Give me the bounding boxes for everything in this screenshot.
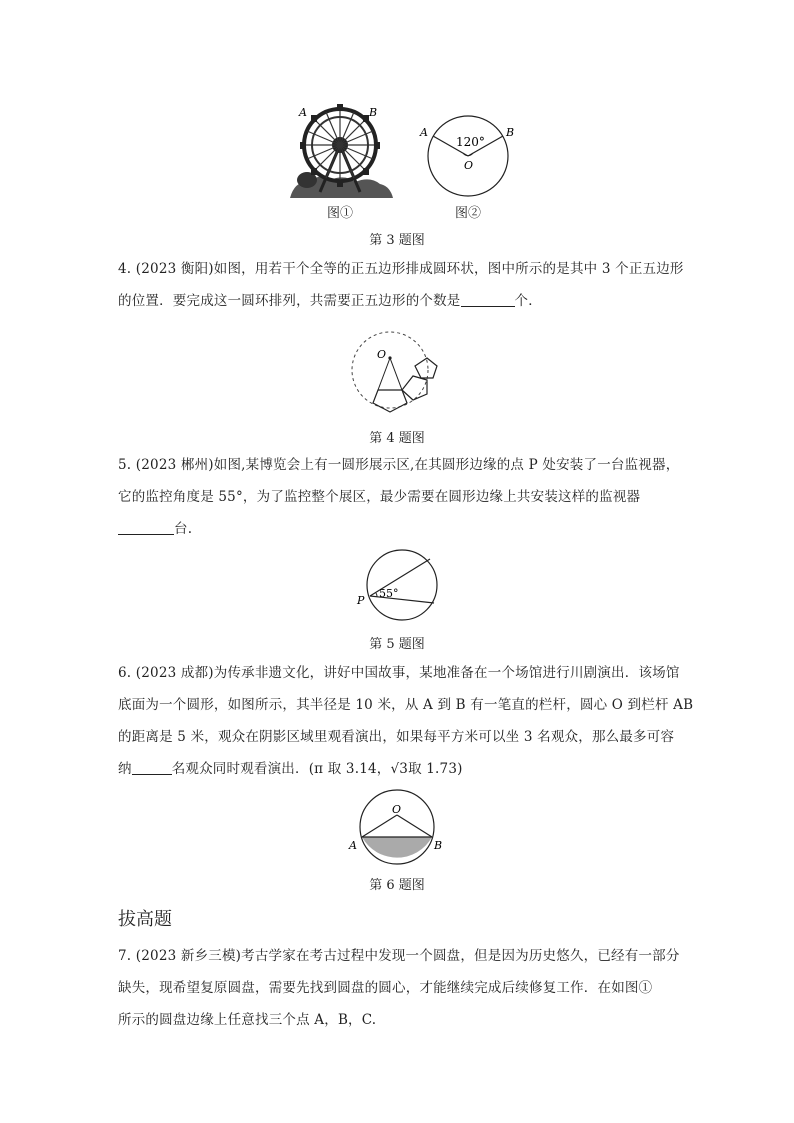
answer-blank: [118, 520, 174, 535]
ferris-wheel-image: [285, 100, 395, 200]
section-title: 拔高题: [118, 909, 172, 930]
q5-line1: 5. (2023 郴州)如图,某博览会上有一圆形展示区,在其圆形边缘的点 P 处安装了一台监视器，: [118, 457, 680, 473]
circle-120-diagram: [412, 114, 522, 204]
figure-6: [345, 785, 450, 870]
circle-55-diagram: [352, 548, 442, 628]
question-6: [118, 657, 698, 785]
question-5: [118, 449, 698, 545]
angle-label: 120°: [456, 135, 485, 149]
question-4: [118, 253, 698, 317]
label-p: P: [357, 594, 365, 607]
pentagon-ring-diagram: [345, 328, 445, 420]
q4-line2: 的位置．要完成这一圆环排列，共需要正五边形的个数是 个．: [118, 293, 542, 309]
q7-line2: 缺失，现希望复原圆盘，需要先找到圆盘的圆心，才能继续完成后续修复工作．在如图①: [118, 980, 653, 996]
q5-line3: 台.: [118, 513, 698, 545]
label-o: O: [464, 159, 474, 172]
label-b: B: [369, 106, 378, 119]
figure-4: [345, 328, 445, 420]
label-a: A: [349, 839, 357, 852]
q7-line1: 7. (2023 新乡三模)考古学家在考古过程中发现一个圆盘，但是因为历史悠久，已经有一部分: [118, 948, 680, 964]
figure-6-caption: 第 6 题图: [369, 878, 425, 893]
figure-3-img1: [285, 100, 395, 200]
figure-3-img1-caption: 图①: [326, 206, 353, 221]
figure-3-img2: [412, 114, 522, 204]
circle-segment-diagram: [345, 785, 450, 870]
q5-line2: 它的监控角度是 55°，为了监控整个展区，最少需要在圆形边缘上共安装这样的监视器: [118, 489, 641, 505]
q7-line3: 所示的圆盘边缘上任意找三个点 A，B，C.: [118, 1012, 377, 1028]
figure-3-img2-caption: 图②: [454, 206, 481, 221]
label-o: O: [392, 803, 402, 816]
figure-4-caption: 第 4 题图: [369, 431, 425, 446]
question-7: [118, 940, 698, 1036]
label-o: O: [377, 348, 387, 361]
label-b: B: [434, 839, 443, 852]
q4-line1: 4. (2023 衡阳)如图，用若干个全等的正五边形排成圆环状，图中所示的是其中 3 个正五边形: [118, 261, 684, 277]
answer-blank: [132, 760, 172, 775]
answer-blank: [461, 292, 515, 307]
label-a: A: [299, 106, 307, 119]
q6-line2: 底面为一个圆形，如图所示，其半径是 10 米，从 A 到 B 有一笔直的栏杆，圆心 O 到栏杆 AB: [118, 697, 694, 713]
figure-3-caption: 第 3 题图: [369, 233, 425, 248]
figure-5: [352, 548, 442, 628]
label-b: B: [506, 126, 515, 139]
q6-line4: 纳 名观众同时观看演出．(π 取 3.14，√3取 1.73): [118, 761, 463, 777]
q6-line1: 6. (2023 成都)为传承非遗文化，讲好中国故事，某地准备在一个场馆进行川剧演出．该场馆: [118, 665, 680, 681]
q6-line3: 的距离是 5 米，观众在阴影区域里观看演出，如果每平方米可以坐 3 名观众，那么最多可容: [118, 729, 675, 745]
figure-5-caption: 第 5 题图: [369, 637, 425, 652]
label-a: A: [420, 126, 428, 139]
angle-label: 55°: [379, 587, 399, 600]
